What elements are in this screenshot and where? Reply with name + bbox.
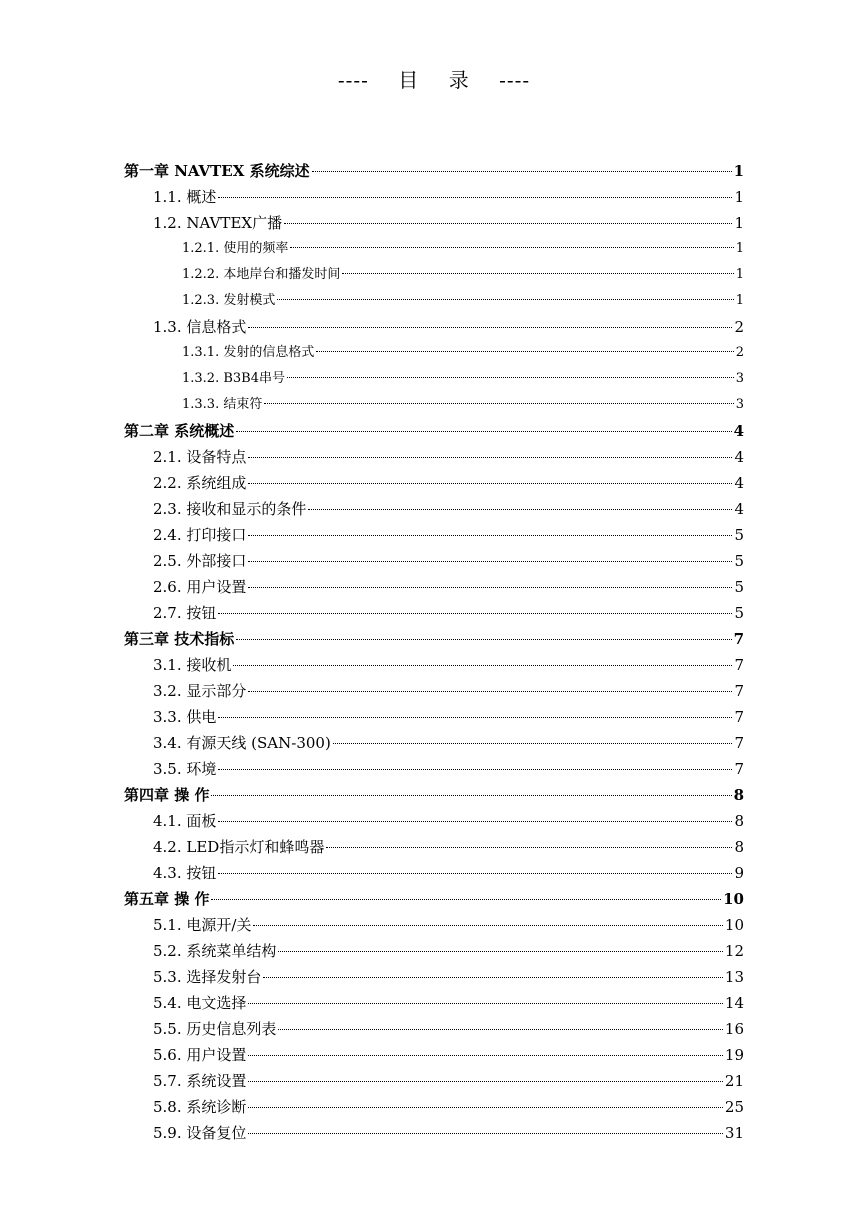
toc-entry-label: 2.6. 用户设置 [153,578,247,596]
toc-entry-label: 4.2. LED指示灯和蜂鸣器 [153,838,325,856]
toc-entry[interactable] [124,860,744,886]
toc-entry-label: 2.7. 按钮 [153,604,217,622]
toc-entry-label: 第五章 操 作 [124,890,210,908]
toc-entry-label: 5.6. 用户设置 [153,1046,247,1064]
toc-dot-leader [218,717,732,718]
toc-entry-page-number: 4 [733,422,744,440]
table-of-contents [124,158,744,1146]
toc-dot-leader [248,1107,723,1108]
toc-entry[interactable] [124,626,744,652]
toc-entry-label: 5.4. 电文选择 [153,994,247,1012]
toc-dot-leader [333,743,733,744]
toc-entry-label: 第二章 系统概述 [124,422,235,440]
toc-entry-page-number: 3 [735,371,744,386]
toc-entry-page-number: 5 [734,526,744,544]
toc-dot-leader [233,665,732,666]
toc-entry-label: 3.1. 接收机 [153,656,232,674]
toc-entry-page-number: 13 [724,968,744,986]
toc-entry[interactable] [124,392,744,418]
toc-entry-label: 5.8. 系统诊断 [153,1098,247,1116]
toc-entry-label: 1.3.3. 结束符 [182,397,263,412]
toc-entry[interactable] [124,470,744,496]
toc-entry-label: 1.3.1. 发射的信息格式 [182,345,315,360]
toc-entry-page-number: 7 [733,630,744,648]
toc-entry-page-number: 1 [734,214,744,232]
toc-entry-page-number: 2 [734,318,744,336]
toc-entry-label: 2.3. 接收和显示的条件 [153,500,307,518]
toc-entry-page-number: 5 [734,604,744,622]
toc-entry[interactable] [124,1094,744,1120]
toc-entry[interactable] [124,652,744,678]
toc-entry-label: 1.2. NAVTEX广播 [153,214,283,232]
toc-entry[interactable] [124,990,744,1016]
toc-entry-page-number: 3 [735,397,744,412]
toc-entry-label: 5.3. 选择发射台 [153,968,262,986]
toc-dot-leader [308,509,732,510]
toc-dot-leader [218,769,732,770]
toc-dot-leader [277,299,733,300]
toc-entry-page-number: 1 [735,241,744,256]
toc-entry-label: 2.4. 打印接口 [153,526,247,544]
toc-entry[interactable] [124,184,744,210]
toc-entry[interactable] [124,600,744,626]
toc-entry-page-number: 4 [734,474,744,492]
toc-entry[interactable] [124,886,744,912]
toc-entry[interactable] [124,158,744,184]
toc-dot-leader [248,587,732,588]
toc-dot-leader [263,977,723,978]
toc-entry-label: 第四章 操 作 [124,786,210,804]
toc-entry-label: 第三章 技术指标 [124,630,235,648]
toc-dot-leader [278,951,723,952]
toc-entry[interactable] [124,522,744,548]
toc-entry-page-number: 4 [734,448,744,466]
toc-dot-leader [290,247,733,248]
toc-dot-leader [211,795,731,796]
toc-entry-page-number: 7 [734,760,744,778]
toc-dot-leader [248,1133,723,1134]
toc-entry-page-number: 5 [734,578,744,596]
toc-dot-leader [236,639,731,640]
toc-entry-page-number: 8 [734,812,744,830]
toc-dot-leader [342,273,733,274]
toc-entry-label: 2.1. 设备特点 [153,448,247,466]
toc-entry-page-number: 1 [735,293,744,308]
toc-entry-page-number: 7 [734,656,744,674]
toc-entry-label: 1.1. 概述 [153,188,217,206]
toc-dot-leader [264,403,733,404]
toc-entry[interactable] [124,704,744,730]
toc-entry-page-number: 4 [734,500,744,518]
toc-entry[interactable] [124,808,744,834]
toc-entry-page-number: 19 [724,1046,744,1064]
toc-entry-page-number: 7 [734,734,744,752]
toc-dot-leader [236,431,731,432]
toc-dot-leader [248,561,732,562]
toc-dot-leader [218,197,732,198]
toc-entry-page-number: 21 [724,1072,744,1090]
toc-entry[interactable] [124,210,744,236]
toc-dot-leader [287,377,734,378]
toc-dot-leader [248,1081,723,1082]
toc-entry-label: 3.2. 显示部分 [153,682,247,700]
toc-dot-leader [211,899,721,900]
toc-entry-page-number: 1 [733,162,744,180]
toc-entry-page-number: 31 [724,1124,744,1142]
toc-entry[interactable] [124,834,744,860]
toc-dot-leader [248,327,732,328]
toc-entry[interactable] [124,288,744,314]
toc-entry-label: 5.5. 历史信息列表 [153,1020,277,1038]
toc-dot-leader [316,351,733,352]
toc-entry-page-number: 7 [734,682,744,700]
toc-entry-label: 5.2. 系统菜单结构 [153,942,277,960]
toc-dot-leader [248,483,732,484]
toc-entry-label: 5.9. 设备复位 [153,1124,247,1142]
toc-entry[interactable] [124,782,744,808]
toc-entry-page-number: 2 [735,345,744,360]
toc-entry-label: 1.2.2. 本地岸台和播发时间 [182,267,341,282]
toc-entry-label: 3.5. 环境 [153,760,217,778]
toc-entry[interactable] [124,1068,744,1094]
toc-entry[interactable] [124,236,744,262]
toc-entry-label: 4.1. 面板 [153,812,217,830]
toc-dot-leader [248,535,732,536]
toc-entry-page-number: 10 [724,916,744,934]
toc-entry-label: 1.2.1. 使用的频率 [182,241,289,256]
toc-entry[interactable] [124,444,744,470]
toc-entry-label: 2.2. 系统组成 [153,474,247,492]
toc-entry[interactable] [124,340,744,366]
toc-entry-page-number: 25 [724,1098,744,1116]
page-title: ---- 目 录 ---- [337,68,531,92]
toc-entry-page-number: 7 [734,708,744,726]
toc-entry[interactable] [124,366,744,392]
toc-entry-label: 1.2.3. 发射模式 [182,293,276,308]
toc-entry-label: 3.4. 有源天线 (SAN-300) [153,734,331,752]
toc-entry-page-number: 10 [723,890,744,908]
toc-entry[interactable] [124,1120,744,1146]
toc-entry[interactable] [124,418,744,444]
toc-dot-leader [248,457,732,458]
toc-dot-leader [284,223,732,224]
toc-entry[interactable] [124,314,744,340]
toc-dot-leader [218,613,732,614]
toc-entry[interactable] [124,574,744,600]
toc-entry[interactable] [124,262,744,288]
toc-dot-leader [312,171,732,172]
toc-dot-leader [248,691,732,692]
toc-dot-leader [278,1029,723,1030]
toc-entry-label: 2.5. 外部接口 [153,552,247,570]
toc-entry[interactable] [124,964,744,990]
toc-entry-label: 1.3. 信息格式 [153,318,247,336]
toc-entry[interactable] [124,912,744,938]
toc-entry-label: 5.1. 电源开/关 [153,916,252,934]
toc-entry[interactable] [124,756,744,782]
toc-entry[interactable] [124,1042,744,1068]
toc-entry[interactable] [124,1016,744,1042]
toc-entry-page-number: 9 [734,864,744,882]
toc-dot-leader [253,925,722,926]
toc-dot-leader [248,1003,723,1004]
toc-entry-label: 1.3.2. B3B4串号 [182,371,285,386]
toc-entry[interactable] [124,730,744,756]
toc-dot-leader [248,1055,723,1056]
toc-entry-page-number: 8 [734,838,744,856]
toc-entry-page-number: 12 [724,942,744,960]
toc-entry-page-number: 8 [733,786,744,804]
toc-entry-label: 4.3. 按钮 [153,864,217,882]
toc-entry-page-number: 16 [724,1020,744,1038]
toc-entry-page-number: 1 [735,267,744,282]
toc-entry[interactable] [124,678,744,704]
toc-entry-page-number: 5 [734,552,744,570]
toc-entry-label: 5.7. 系统设置 [153,1072,247,1090]
toc-entry[interactable] [124,548,744,574]
toc-entry-page-number: 1 [734,188,744,206]
toc-dot-leader [326,847,732,848]
toc-dot-leader [218,873,732,874]
toc-entry-label: 3.3. 供电 [153,708,217,726]
toc-entry-label: 第一章 NAVTEX 系统综述 [124,162,310,180]
toc-entry[interactable] [124,496,744,522]
toc-entry[interactable] [124,938,744,964]
toc-dot-leader [218,821,732,822]
toc-entry-page-number: 14 [724,994,744,1012]
